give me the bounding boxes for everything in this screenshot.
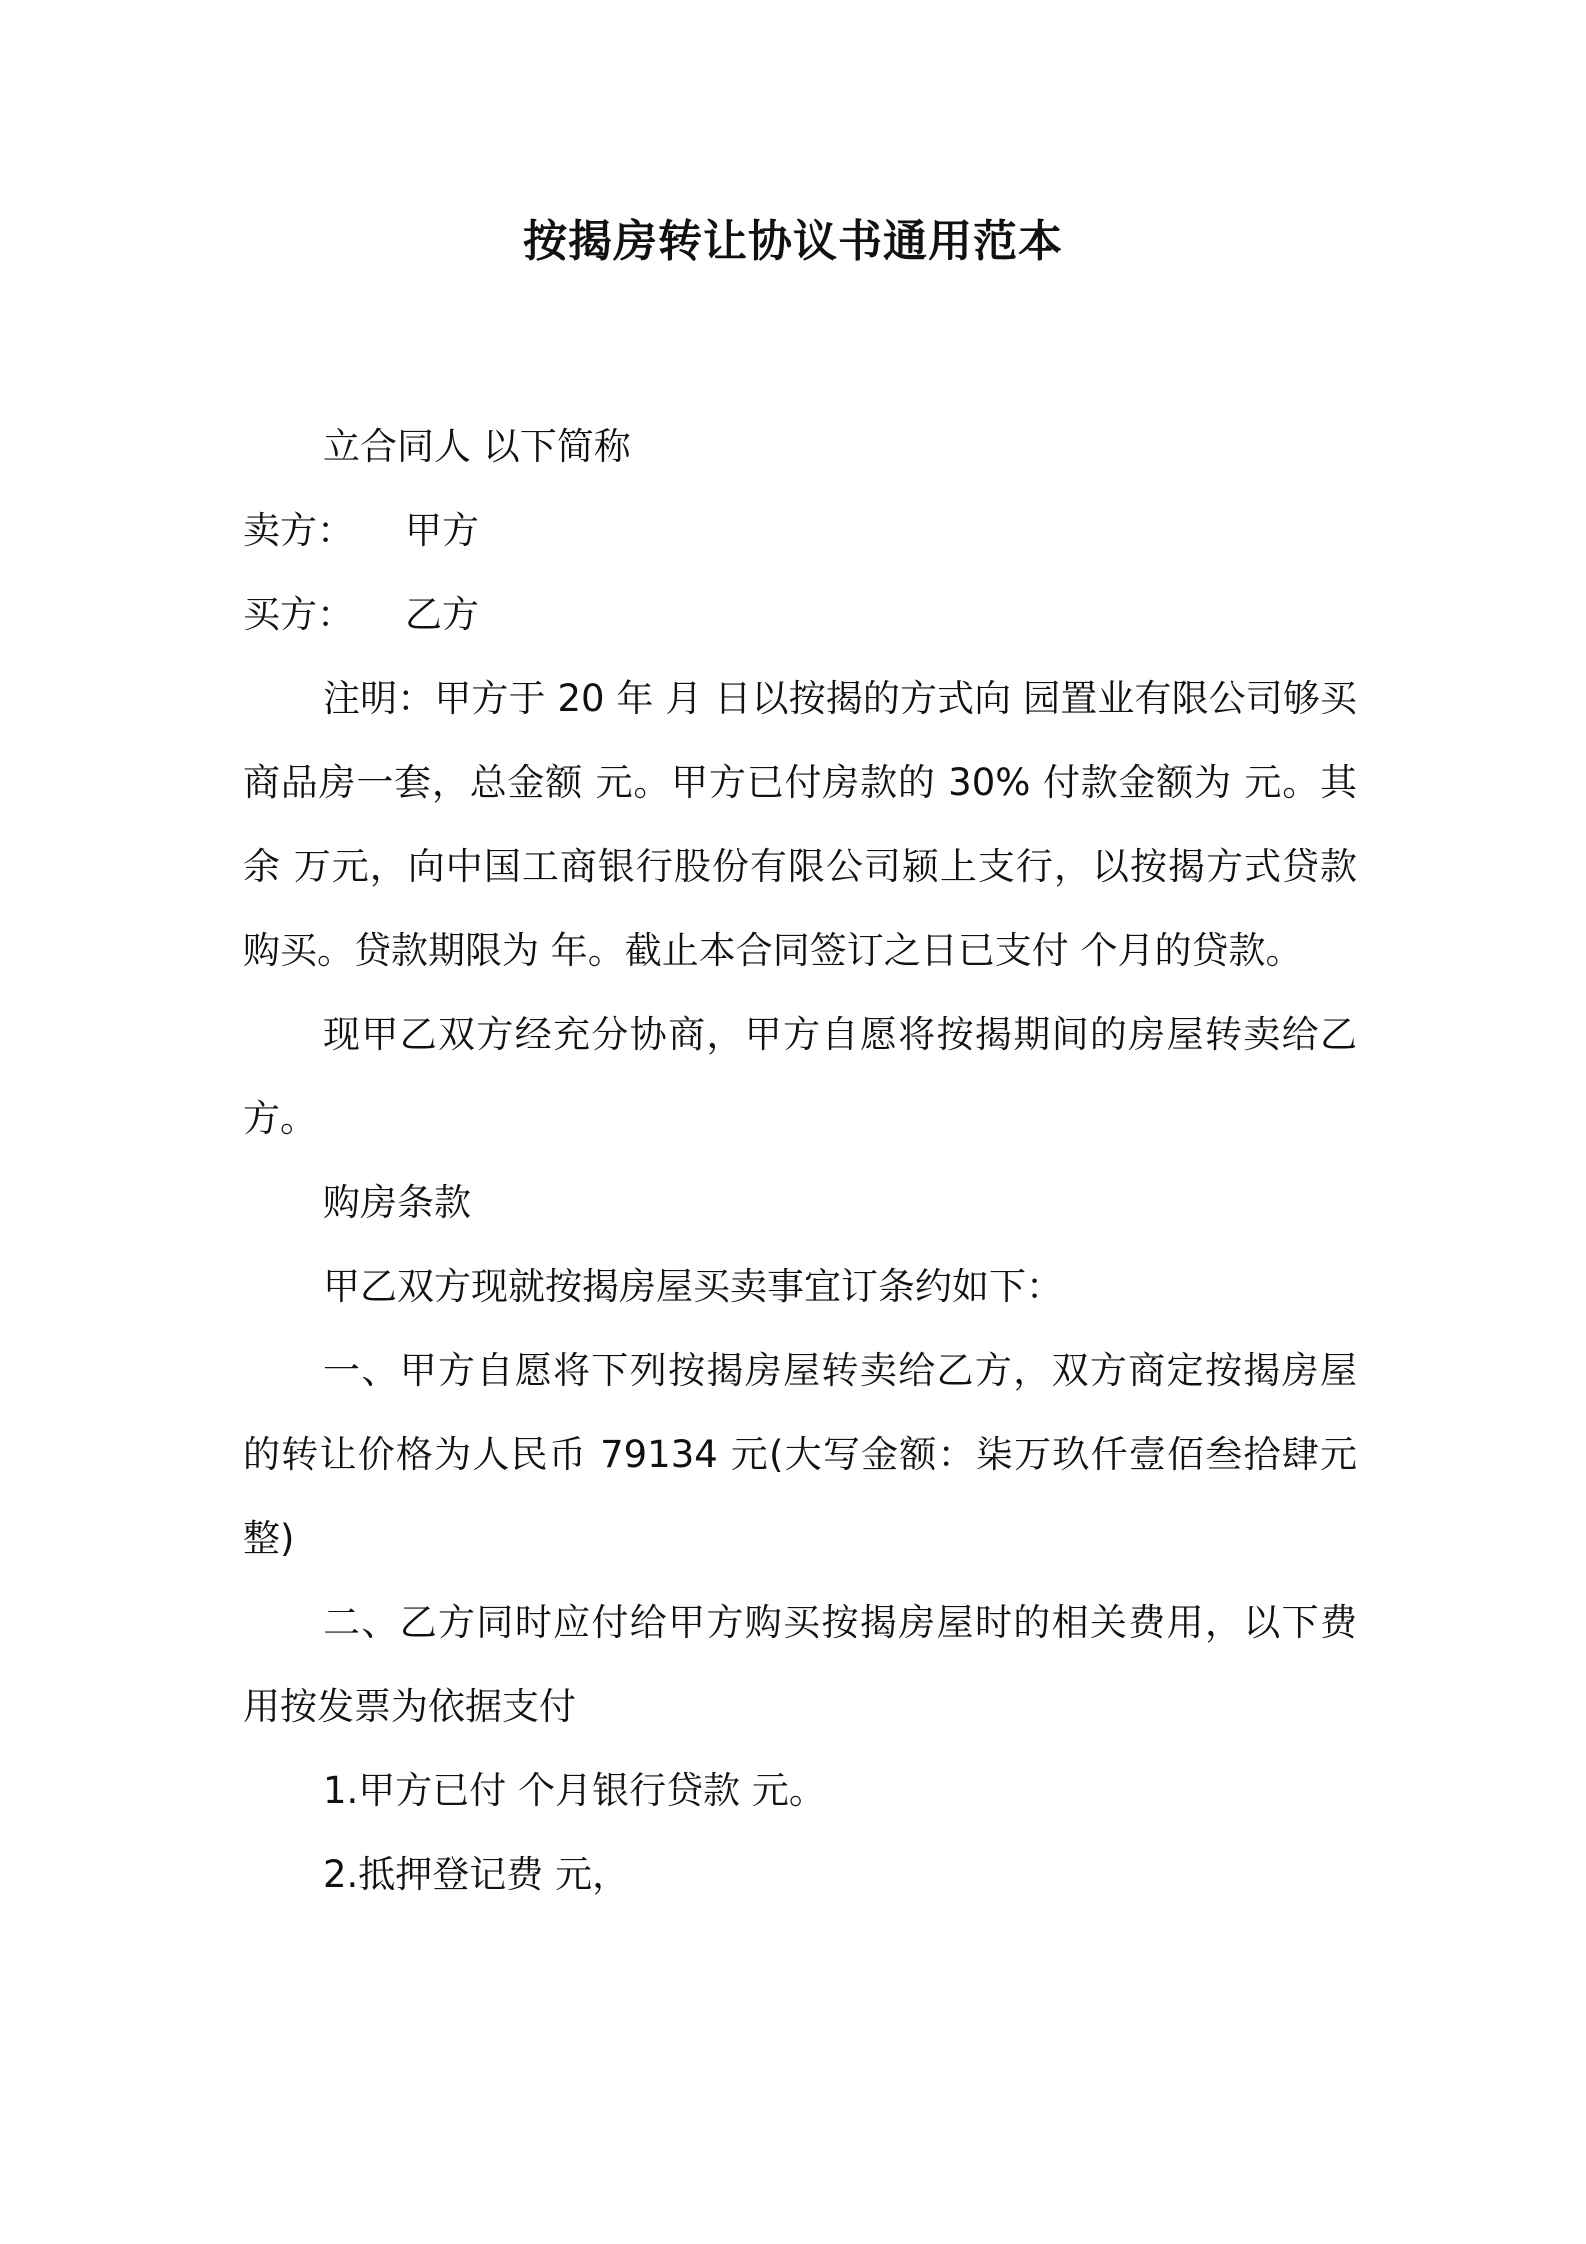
clause-1-paragraph: 一、甲方自愿将下列按揭房屋转卖给乙方，双方商定按揭房屋的转让价格为人民币 79134 元(大写金额：柒万玖仟壹佰叁拾肆元整) — [243, 1349, 1357, 1560]
document-body — [243, 405, 1357, 1917]
fee-item-2: 2.抵押登记费 元， — [323, 1853, 630, 1896]
buyer-value: 乙方 — [405, 593, 479, 636]
section-heading: 购房条款 — [323, 1181, 471, 1224]
fee-item-1: 1.甲方已付 个月银行贷款 元。 — [323, 1769, 826, 1812]
clause-2-paragraph: 二、乙方同时应付给甲方购买按揭房屋时的相关费用，以下费用按发票为依据支付 — [243, 1601, 1357, 1728]
seller-line — [243, 489, 1357, 573]
seller-value: 甲方 — [405, 509, 479, 552]
note-paragraph: 注明：甲方于 20 年 月 日以按揭的方式向 园置业有限公司够买商品房一套，总金额 元。甲方已付房款的 30% 付款金额为 元。其余 万元，向中国工商银行股份有限公司颍上支行，以按揭方式贷款购买。贷款期限为 年。截止本合同签订之日已支付 个月的贷款。 — [243, 677, 1357, 972]
buyer-line — [243, 573, 1357, 657]
document-title: 按揭房转让协议书通用范本 — [523, 216, 1063, 267]
seller-label: 卖方： — [243, 509, 354, 552]
intro-line: 立合同人 以下简称 — [323, 425, 631, 468]
buyer-label: 买方： — [243, 593, 354, 636]
agreement-paragraph: 现甲乙双方经充分协商，甲方自愿将按揭期间的房屋转卖给乙方。 — [243, 1013, 1357, 1140]
terms-intro-paragraph: 甲乙双方现就按揭房屋买卖事宜订条约如下： — [323, 1265, 1063, 1308]
